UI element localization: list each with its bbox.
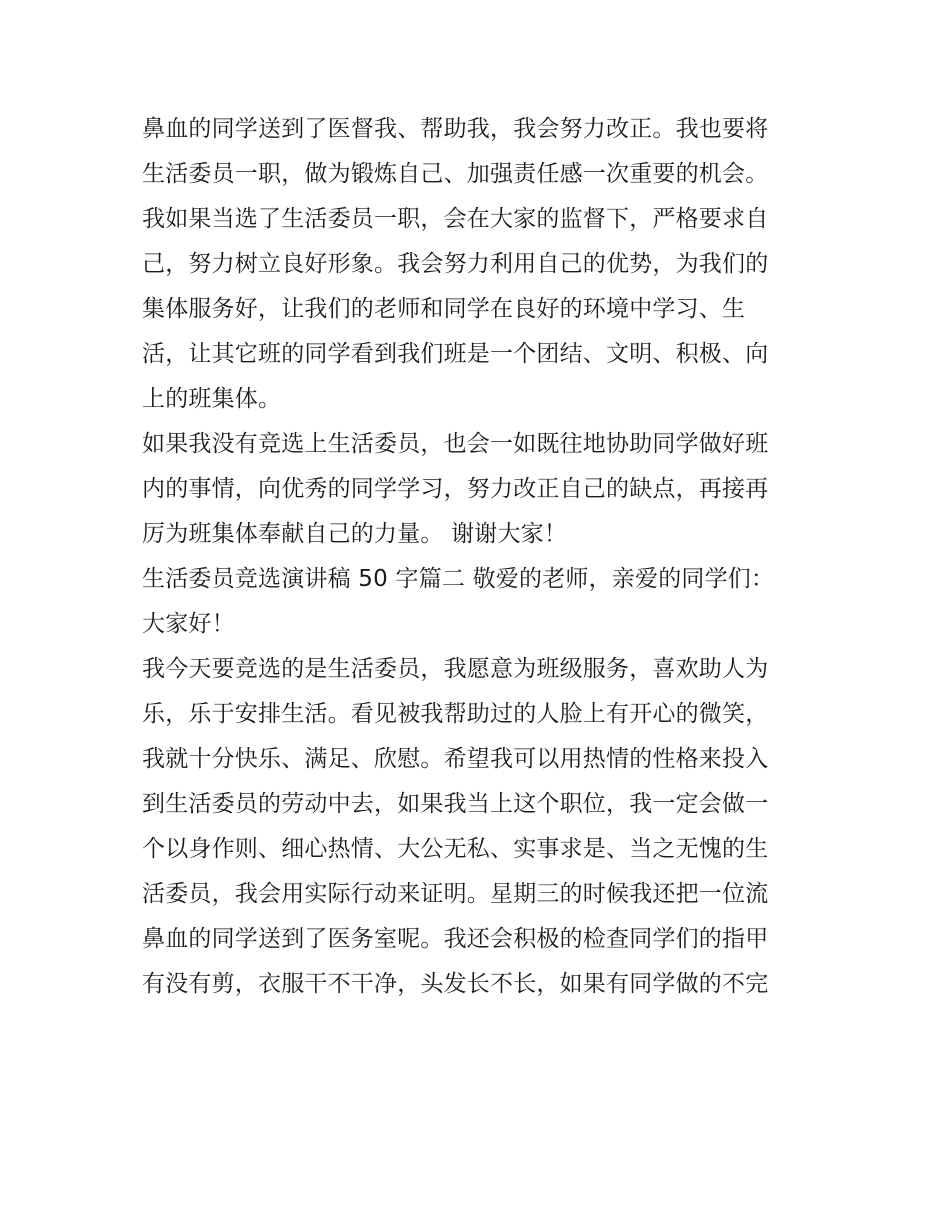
text-line: 生活委员一职，做为锻炼自己、加强责任感一次重要的机会。 [142, 161, 769, 187]
text-line: 个以身作则、细心热情、大公无私、实事求是、当之无愧的生 [142, 836, 769, 862]
text-line: 上的班集体。 [142, 386, 282, 412]
greeting-line: 大家好！ [142, 611, 235, 637]
text-line: 活委员，我会用实际行动来证明。星期三的时候我还把一位流 [142, 881, 769, 907]
text-line: 如果我没有竞选上生活委员，也会一如既往地协助同学做好班 [142, 431, 769, 457]
text-line: 我今天要竞选的是生活委员，我愿意为班级服务，喜欢助人为 [142, 656, 769, 682]
text-line: 乐，乐于安排生活。看见被我帮助过的人脸上有开心的微笑， [142, 701, 769, 727]
text-line: 己，努力树立良好形象。我会努力利用自己的优势，为我们的 [142, 251, 769, 277]
text-line: 活，让其它班的同学看到我们班是一个团结、文明、积极、向 [142, 341, 769, 367]
text-line: 我就十分快乐、满足、欣慰。希望我可以用热情的性格来投入 [142, 746, 769, 772]
text-line: 到生活委员的劳动中去，如果我当上这个职位，我一定会做一 [142, 791, 769, 817]
text-line: 内的事情，向优秀的同学学习，努力改正自己的缺点，再接再 [142, 476, 769, 502]
text-line: 厉为班集体奉献自己的力量。 谢谢大家！ [142, 521, 568, 547]
section-heading-line: 生活委员竞选演讲稿 50 字篇二 敬爱的老师，亲爱的同学们： [142, 566, 775, 592]
text-line: 鼻血的同学送到了医督我、帮助我，我会努力改正。我也要将 [142, 116, 769, 142]
text-line: 有没有剪，衣服干不干净，头发长不长，如果有同学做的不完 [142, 971, 769, 997]
text-line: 集体服务好，让我们的老师和同学在良好的环境中学习、生 [142, 296, 746, 322]
text-line: 我如果当选了生活委员一职，会在大家的监督下，严格要求自 [142, 206, 769, 232]
document-body [142, 107, 822, 1007]
text-line: 鼻血的同学送到了医务室呢。我还会积极的检查同学们的指甲 [142, 926, 769, 952]
